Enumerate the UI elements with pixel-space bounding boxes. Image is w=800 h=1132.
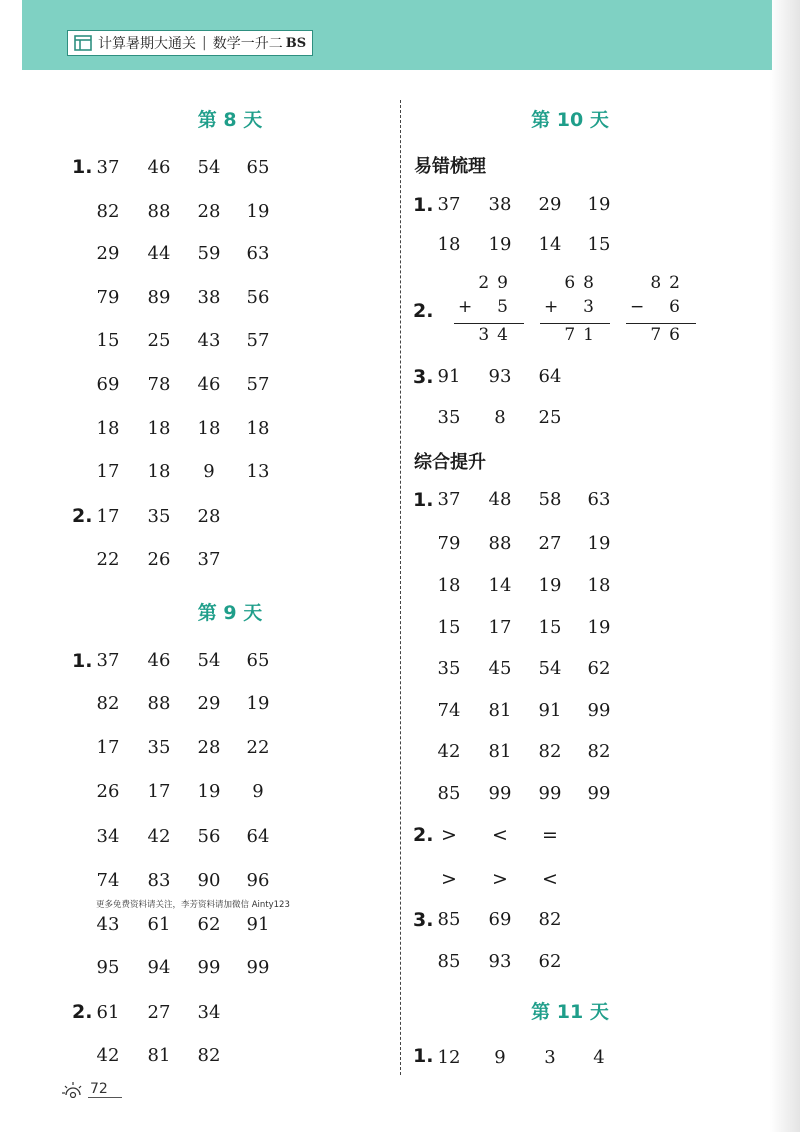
vertical-calculation: 29 + 5 34 [454, 273, 524, 349]
book-icon [74, 35, 92, 51]
day8-q2-label: 2. [72, 505, 93, 527]
vertical-calculation: 82 − 6 76 [626, 273, 696, 349]
vertical-calculation: 68 + 3 71 [540, 273, 610, 349]
header-separator: | [202, 35, 207, 51]
header-tag [67, 30, 313, 56]
day10-s2q1-label: 1. [413, 489, 434, 511]
day9-q1-label: 1. [72, 650, 93, 672]
day11-title: 第 11 天 [531, 1001, 609, 1023]
day10-q2-label: 2. [413, 300, 434, 322]
page-edge-shadow [770, 0, 800, 1132]
day10-q1-label: 1. [413, 194, 434, 216]
edition-label: BS [285, 35, 307, 51]
day10-s2q3-label: 3. [413, 909, 434, 931]
day9-q2-label: 2. [72, 1001, 93, 1023]
day10-s2q2-label: 2. [413, 824, 434, 846]
watermark-text: 更多免费资料请关注，李芳资料请加微信 Ainty123 [96, 900, 290, 910]
day11-q1-label: 1. [413, 1045, 434, 1067]
sun-icon [62, 1080, 84, 1098]
column-divider [400, 100, 401, 1075]
subject-title: 数学一升二 [212, 36, 283, 52]
day8-q1-label: 1. [72, 156, 93, 178]
day9-title: 第 9 天 [197, 602, 263, 624]
series-title: 计算暑期大通关 [98, 36, 196, 52]
day8-title: 第 8 天 [197, 109, 263, 131]
day10-q3-label: 3. [413, 366, 434, 388]
page-number: 72 [62, 1078, 122, 1100]
section-title-error-review: 易错梳理 [414, 156, 486, 177]
day10-title: 第 10 天 [531, 109, 609, 131]
section-title-comprehensive: 综合提升 [414, 452, 486, 473]
